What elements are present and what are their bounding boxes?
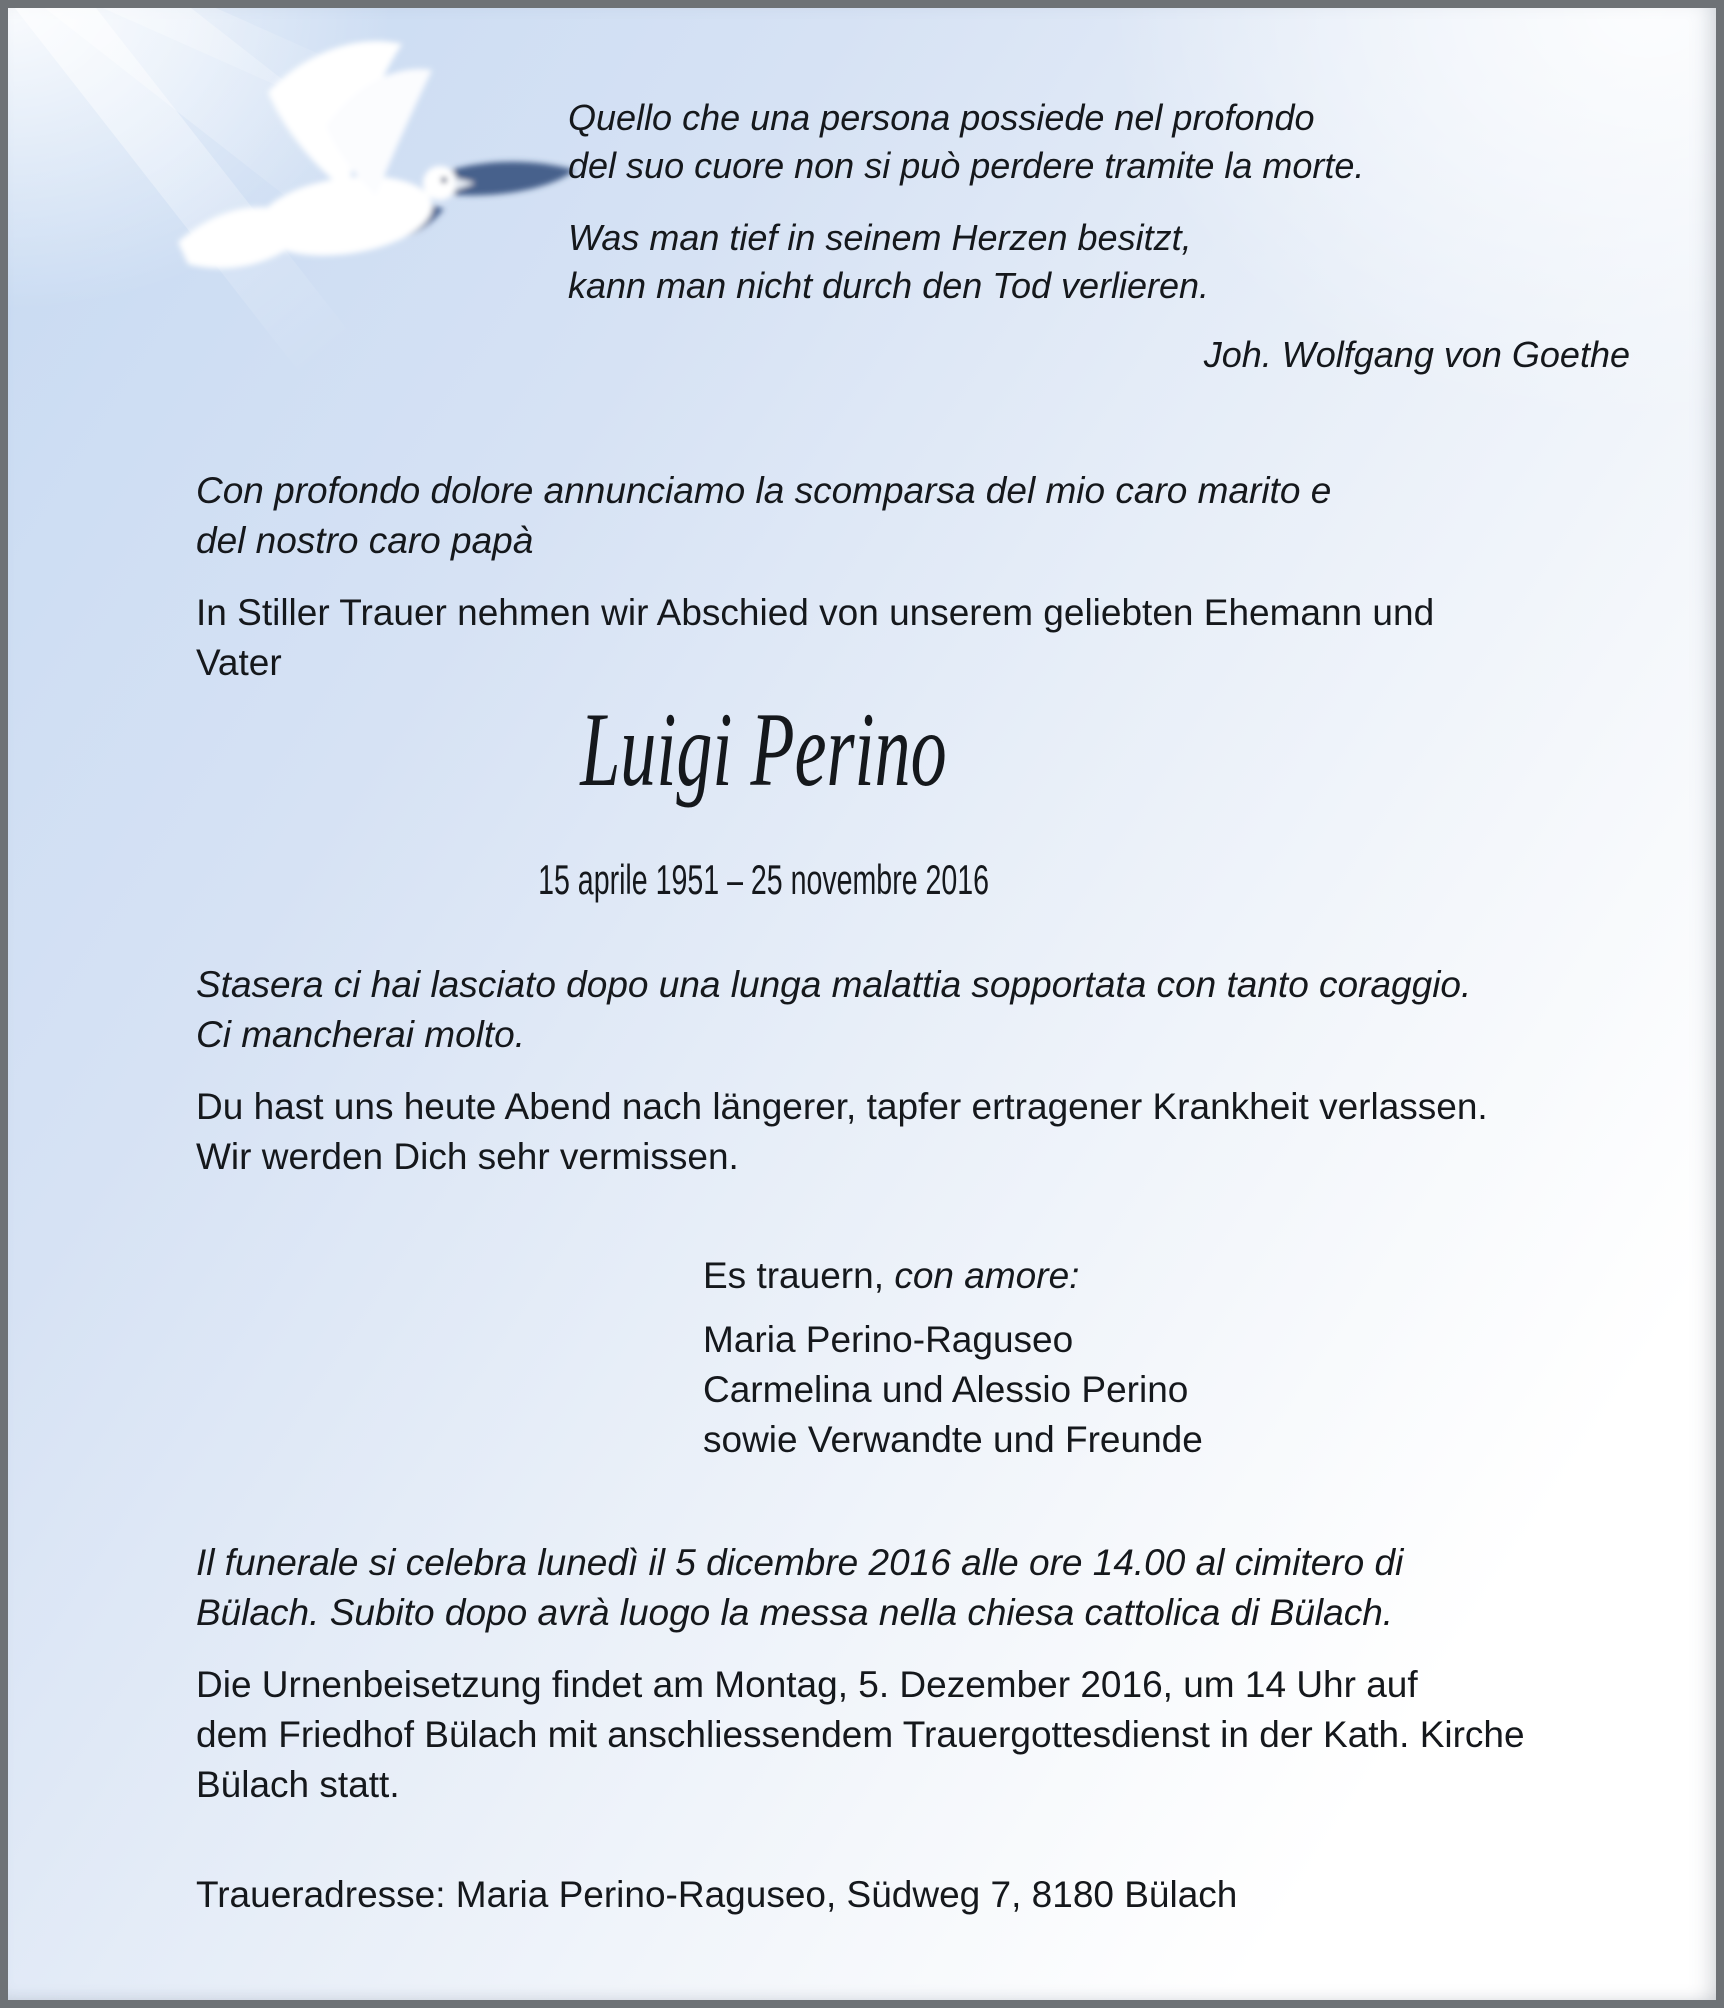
funeral-line: Bülach statt. bbox=[196, 1764, 400, 1805]
quote-italian bbox=[568, 94, 1364, 190]
funeral-info-italian bbox=[196, 1538, 1403, 1638]
announcement-line: In Stiller Trauer nehmen wir Abschied von unserem geliebten Ehemann und bbox=[196, 592, 1435, 633]
funeral-line: dem Friedhof Bülach mit anschliessendem Trauergottesdienst in der Kath. Kirche bbox=[196, 1714, 1525, 1755]
farewell-italian bbox=[196, 960, 1471, 1060]
announcement-italian bbox=[196, 466, 1331, 566]
quote-line: kann man nicht durch den Tod verlieren. bbox=[568, 265, 1210, 306]
quote-line: del suo cuore non si può perdere tramite la morte. bbox=[568, 145, 1365, 186]
mourner-name: Maria Perino-Raguseo bbox=[703, 1319, 1074, 1360]
announcement-german bbox=[196, 588, 1434, 688]
funeral-line: Bülach. Subito dopo avrà luogo la messa nella chiesa cattolica di Bülach. bbox=[196, 1592, 1394, 1633]
farewell-line: Wir werden Dich sehr vermissen. bbox=[196, 1136, 739, 1177]
funeral-line: Il funerale si celebra lunedì il 5 dicembre 2016 alle ore 14.00 al cimitero di bbox=[196, 1542, 1404, 1583]
announcement-line: Vater bbox=[196, 642, 282, 683]
dove-eye bbox=[441, 177, 447, 183]
life-dates-block bbox=[196, 856, 1331, 904]
announcement-line: Con profondo dolore annunciamo la scomparsa del mio caro marito e bbox=[196, 470, 1332, 511]
condolence-address: Traueradresse: Maria Perino-Raguseo, Südweg 7, 8180 Bülach bbox=[196, 1874, 1238, 1915]
funeral-line: Die Urnenbeisetzung findet am Montag, 5. Dezember 2016, um 14 Uhr auf bbox=[196, 1664, 1418, 1705]
deceased-name-block bbox=[196, 684, 1331, 817]
quote-line: Quello che una persona possiede nel profondo bbox=[568, 97, 1315, 138]
announcement-line: del nostro caro papà bbox=[196, 520, 534, 561]
funeral-info-german bbox=[196, 1660, 1525, 1810]
mourner-name: sowie Verwandte und Freunde bbox=[703, 1419, 1203, 1460]
life-dates: 15 aprile 1951 – 25 novembre 2016 bbox=[538, 856, 989, 903]
deceased-name: Luigi Perino bbox=[580, 691, 947, 808]
dove-head bbox=[423, 166, 457, 200]
dove-icon bbox=[120, 30, 590, 330]
farewell-line: Du hast uns heute Abend nach längerer, tapfer ertragener Krankheit verlassen. bbox=[196, 1086, 1488, 1127]
quote-line: Was man tief in seinem Herzen besitzt, bbox=[568, 217, 1192, 258]
farewell-german bbox=[196, 1082, 1488, 1182]
mourners-intro-text: Es trauern, bbox=[703, 1255, 884, 1296]
mourners-intro-emphasis: con amore: bbox=[894, 1255, 1080, 1296]
mourners-names bbox=[703, 1315, 1203, 1465]
quote-attribution: Joh. Wolfgang von Goethe bbox=[1203, 334, 1630, 375]
farewell-line: Ci mancherai molto. bbox=[196, 1014, 526, 1055]
mourner-name: Carmelina und Alessio Perino bbox=[703, 1369, 1189, 1410]
farewell-line: Stasera ci hai lasciato dopo una lunga malattia sopportata con tanto coraggio. bbox=[196, 964, 1472, 1005]
mourners-block bbox=[703, 1251, 1203, 1465]
mourners-intro bbox=[703, 1251, 1203, 1301]
quote-german bbox=[568, 214, 1209, 310]
